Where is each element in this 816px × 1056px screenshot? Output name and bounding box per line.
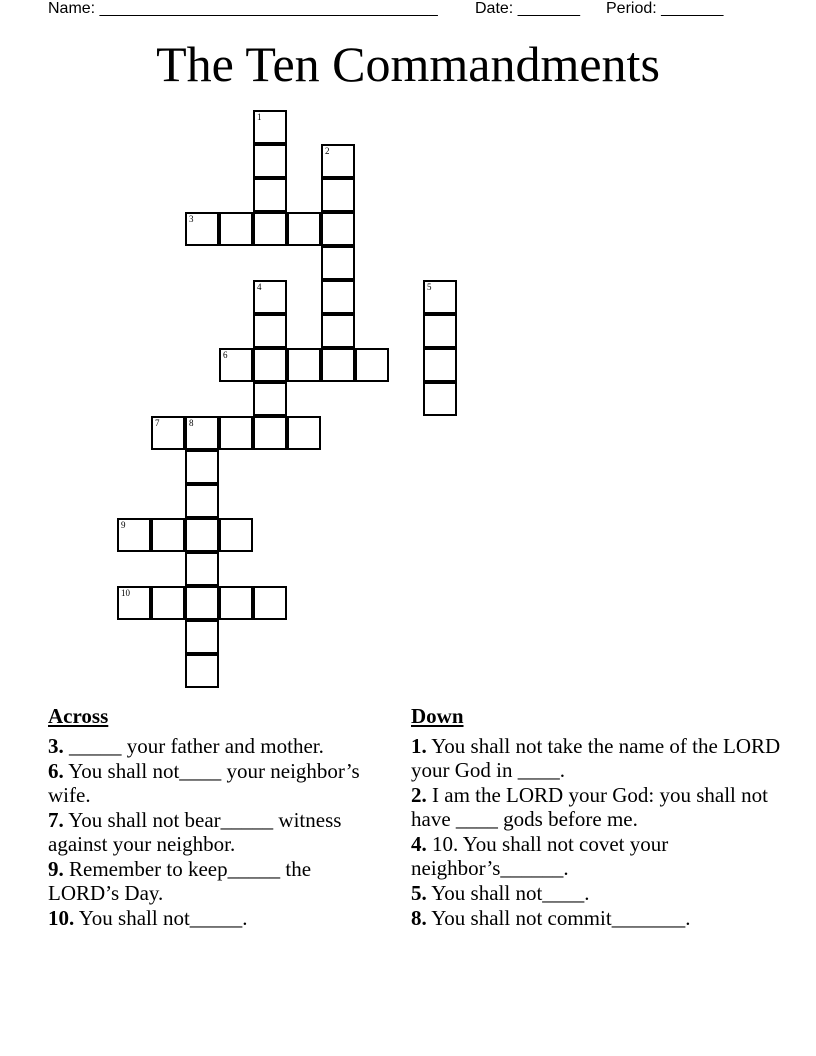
crossword-cell[interactable]: [321, 246, 355, 280]
clue-number: 2: [325, 146, 330, 156]
clue-text: You shall not____ your neighbor’s wife.: [48, 759, 360, 807]
crossword-cell[interactable]: [117, 518, 151, 552]
crossword-cell[interactable]: [185, 654, 219, 688]
crossword-cell[interactable]: [253, 212, 287, 246]
clue-number: 9.: [48, 857, 64, 881]
clue-text: You shall not bear_____ witness against your neighbor.: [48, 808, 342, 856]
student-info-header: [0, 0, 816, 22]
clue-number: 3.: [48, 734, 64, 758]
down-clue-list: [411, 734, 781, 930]
crossword-cell[interactable]: [185, 212, 219, 246]
across-clues: [48, 704, 378, 931]
crossword-cell[interactable]: [253, 144, 287, 178]
clue-number: 7.: [48, 808, 64, 832]
crossword-cell[interactable]: [253, 178, 287, 212]
clue-number: 5: [427, 282, 432, 292]
crossword-cell[interactable]: [355, 348, 389, 382]
down-clue: [411, 783, 781, 831]
across-clue: [48, 906, 378, 930]
crossword-cell[interactable]: [253, 280, 287, 314]
crossword-cell[interactable]: [321, 348, 355, 382]
crossword-cell[interactable]: [185, 450, 219, 484]
crossword-cell[interactable]: [219, 416, 253, 450]
down-clue: [411, 906, 781, 930]
clue-number: 6.: [48, 759, 64, 783]
clue-text: You shall not_____.: [74, 906, 248, 930]
clue-number: 9: [121, 520, 126, 530]
crossword-cell[interactable]: [253, 110, 287, 144]
clue-number: 5.: [411, 881, 427, 905]
crossword-cell[interactable]: [321, 314, 355, 348]
crossword-cell[interactable]: [185, 620, 219, 654]
down-heading: Down: [411, 704, 464, 728]
across-heading: Across: [48, 704, 109, 728]
clue-text: You shall not____.: [426, 881, 590, 905]
across-clue: [48, 734, 378, 758]
crossword-cell[interactable]: [321, 178, 355, 212]
down-clue: [411, 832, 781, 880]
crossword-cell[interactable]: [151, 586, 185, 620]
crossword-cell[interactable]: [253, 348, 287, 382]
crossword-cell[interactable]: [287, 212, 321, 246]
crossword-cell[interactable]: [219, 586, 253, 620]
clue-number: 10: [121, 588, 130, 598]
clue-number: 4: [257, 282, 262, 292]
down-clues: [411, 704, 781, 931]
clue-number: 8.: [411, 906, 427, 930]
period-field[interactable]: Period: _______: [606, 0, 724, 17]
down-clue: [411, 881, 781, 905]
clue-text: 10. You shall not covet your neighbor’s______.: [411, 832, 669, 880]
date-field[interactable]: Date: _______: [475, 0, 580, 17]
name-field[interactable]: Name: ______________________________________: [48, 0, 438, 17]
clue-text: You shall not commit_______.: [426, 906, 691, 930]
crossword-cell[interactable]: [287, 348, 321, 382]
crossword-cell[interactable]: [423, 348, 457, 382]
crossword-cell[interactable]: [321, 212, 355, 246]
crossword-cell[interactable]: [151, 518, 185, 552]
crossword-cell[interactable]: [185, 552, 219, 586]
clue-number: 4.: [411, 832, 427, 856]
down-clue: [411, 734, 781, 782]
clue-number: 1: [257, 112, 262, 122]
crossword-cell[interactable]: [321, 144, 355, 178]
crossword-cell[interactable]: [253, 416, 287, 450]
crossword-cell[interactable]: [185, 518, 219, 552]
crossword-cell[interactable]: [117, 586, 151, 620]
crossword-cell[interactable]: [253, 314, 287, 348]
across-clue: [48, 759, 378, 807]
clue-number: 10.: [48, 906, 75, 930]
crossword-cell[interactable]: [287, 416, 321, 450]
crossword-cell[interactable]: [185, 586, 219, 620]
crossword-cell[interactable]: [185, 416, 219, 450]
page-title: The Ten Commandments: [156, 36, 660, 92]
clue-number: 8: [189, 418, 194, 428]
crossword-cell[interactable]: [219, 348, 253, 382]
clue-number: 3: [189, 214, 194, 224]
crossword-cell[interactable]: [185, 484, 219, 518]
clue-text: Remember to keep_____ the LORD’s Day.: [48, 857, 312, 905]
crossword-cell[interactable]: [423, 314, 457, 348]
crossword-cell[interactable]: [219, 518, 253, 552]
clue-text: You shall not take the name of the LORD your God in ____.: [411, 734, 781, 782]
crossword-cell[interactable]: [151, 416, 185, 450]
across-clue: [48, 808, 378, 856]
crossword-cell[interactable]: [253, 382, 287, 416]
crossword-cell[interactable]: [423, 280, 457, 314]
clue-text: _____ your father and mother.: [63, 734, 324, 758]
clue-number: 6: [223, 350, 228, 360]
crossword-cell[interactable]: [253, 586, 287, 620]
crossword-cell[interactable]: [321, 280, 355, 314]
crossword-cell[interactable]: [423, 382, 457, 416]
clue-number: 2.: [411, 783, 427, 807]
clue-text: I am the LORD your God: you shall not have ____ gods before me.: [411, 783, 768, 831]
clue-number: 1.: [411, 734, 427, 758]
crossword-cell[interactable]: [219, 212, 253, 246]
clue-number: 7: [155, 418, 160, 428]
across-clue: [48, 857, 378, 905]
across-clue-list: [48, 734, 378, 930]
